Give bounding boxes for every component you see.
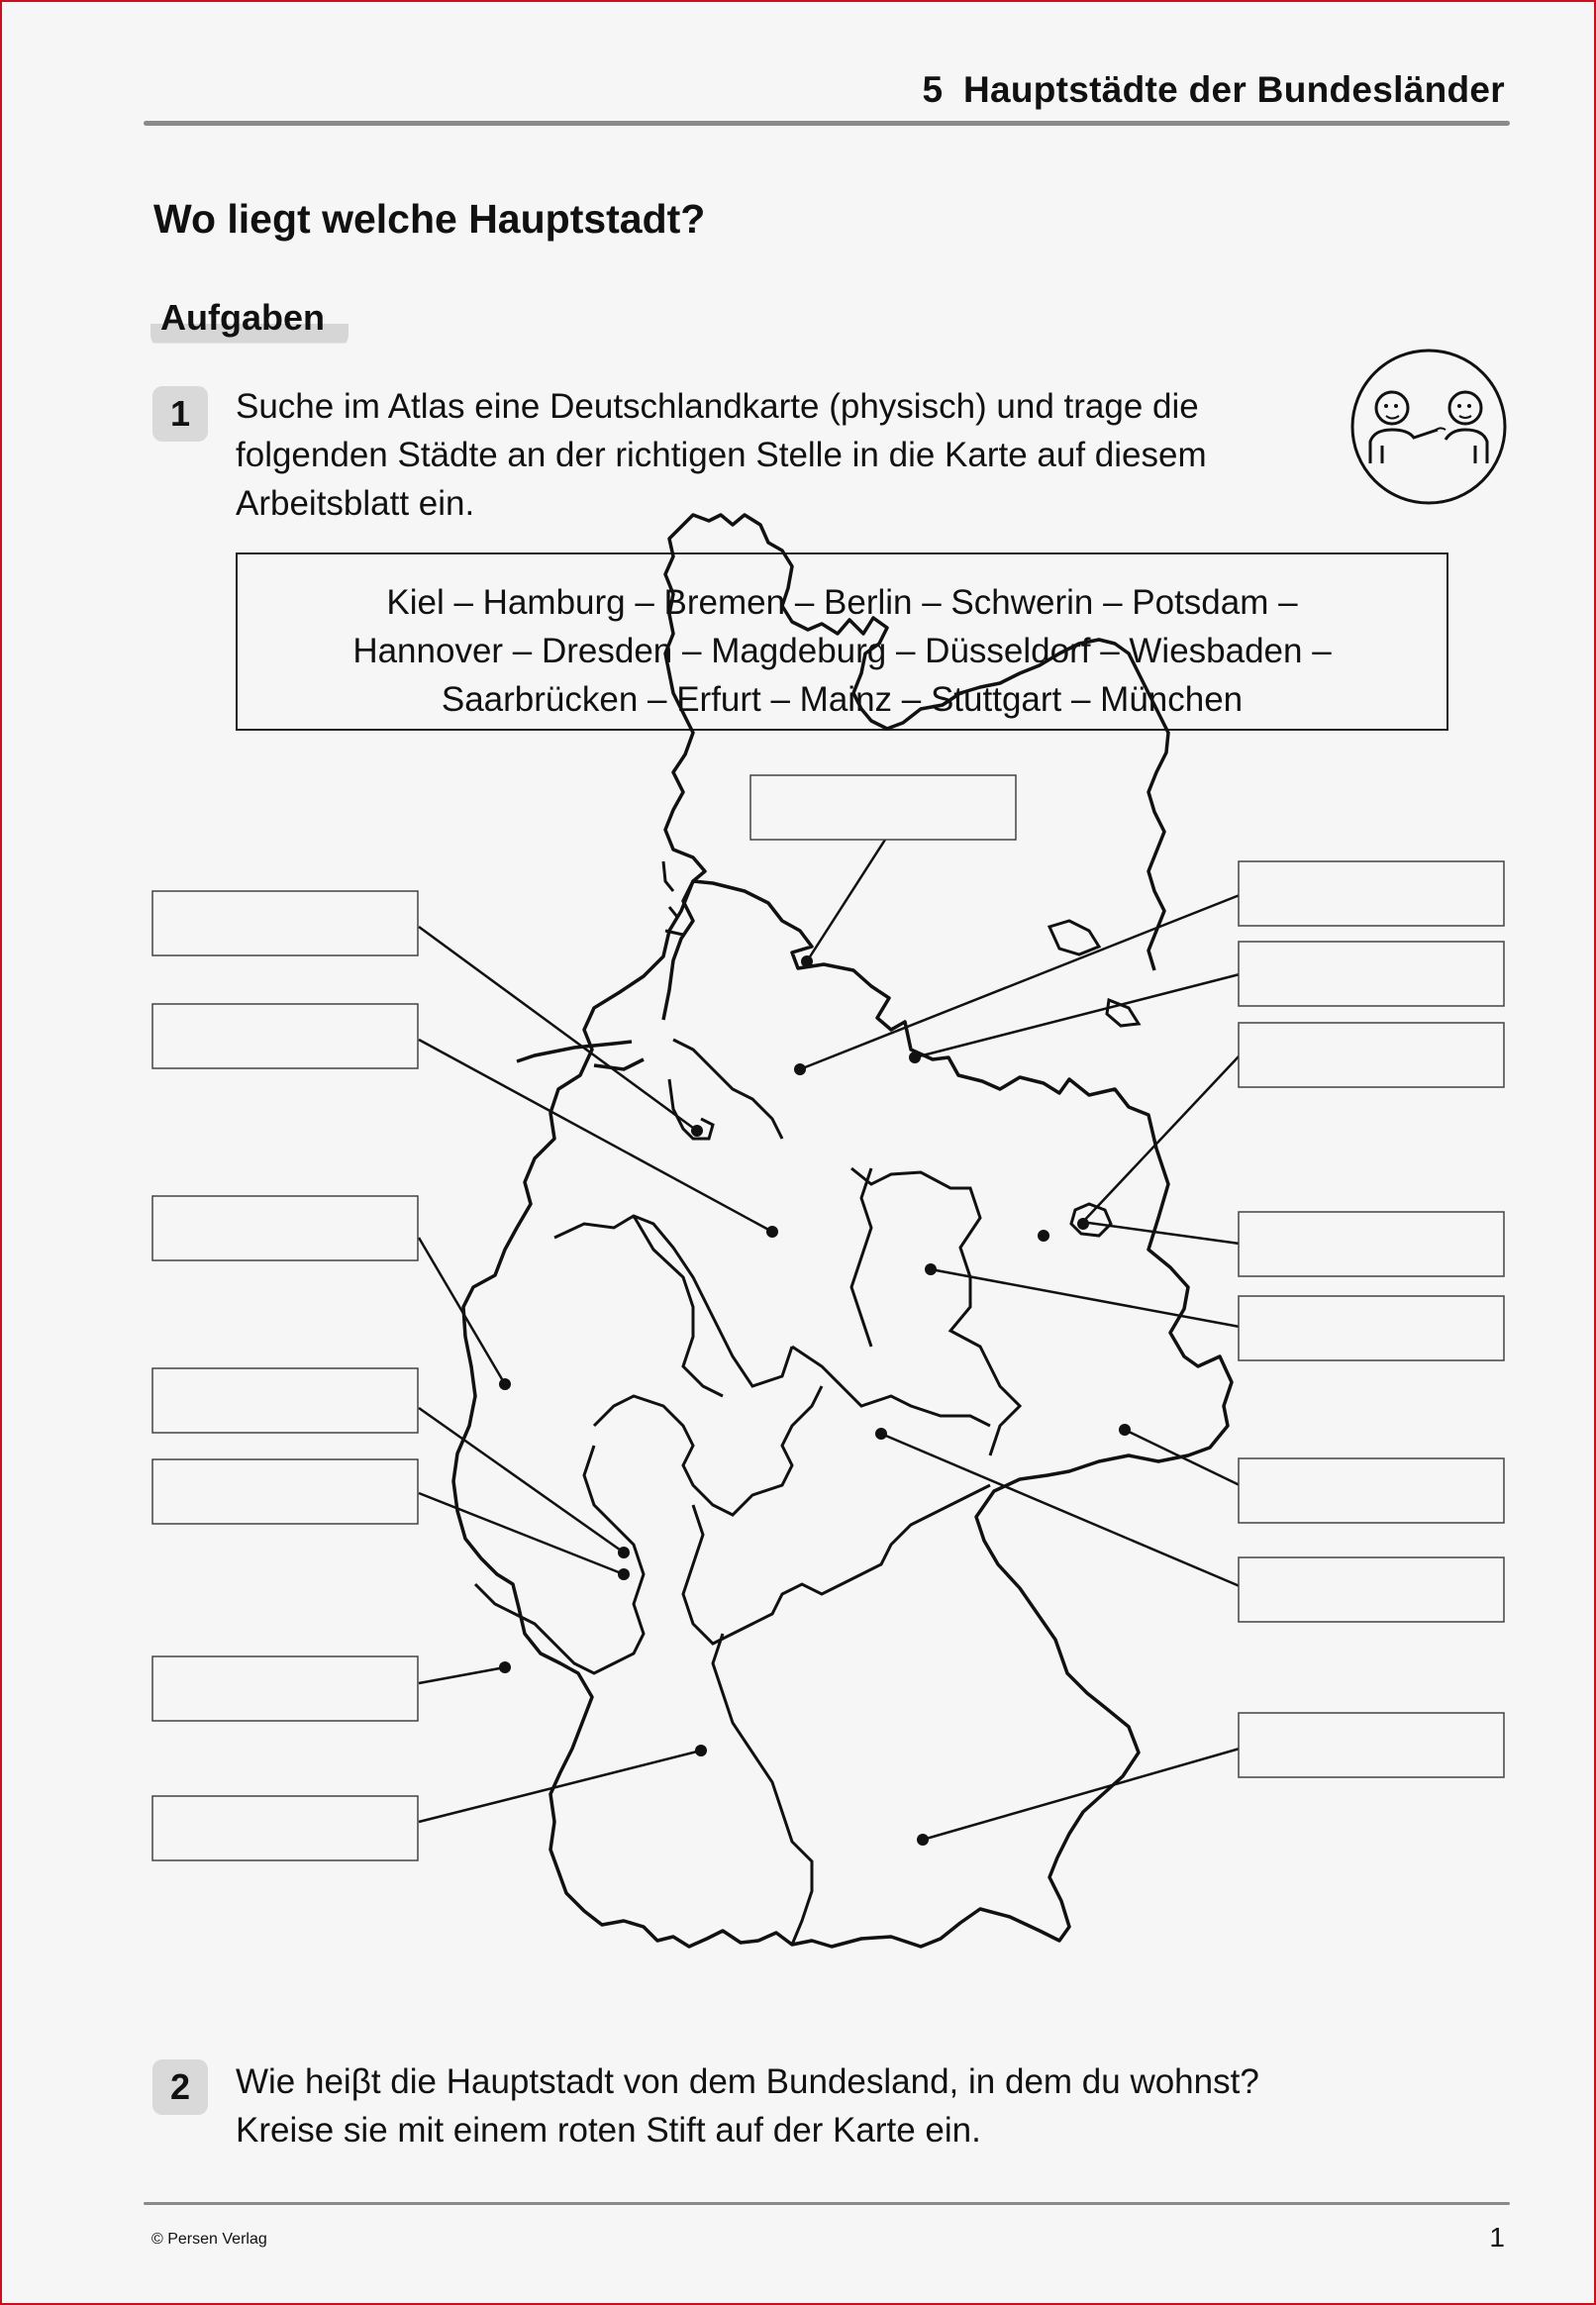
answer-field-right-4[interactable] [1239, 1212, 1504, 1276]
task-1-line: Arbeitsblatt ein. [236, 484, 475, 523]
germany-outline [453, 881, 1232, 1947]
task-1-line: Suche im Atlas eine Deutschlandkarte (physisch) und trage die [236, 387, 1199, 426]
task-2-line: Wie heiβt die Hauptstadt von dem Bundesland, in dem du wohnst? [236, 2062, 1259, 2101]
answer-field-left-6[interactable] [152, 1656, 418, 1721]
answer-field-schwerin[interactable] [1239, 861, 1504, 926]
answer-field-left-7[interactable] [152, 1796, 418, 1860]
footer-rule [144, 2202, 1510, 2205]
task-2-text [236, 2057, 1259, 2155]
answer-field-right-6[interactable] [1239, 1458, 1504, 1523]
northern-coast [663, 515, 1168, 1020]
city-list-line: Saarbrücken – Erfurt – Mainz – Stuttgart – München [441, 680, 1244, 719]
task-2-number: 2 [152, 2059, 208, 2115]
answer-field-left-3[interactable] [152, 1196, 418, 1260]
answer-boxes [152, 775, 1504, 1860]
answer-field-left-1[interactable] [152, 891, 418, 955]
answer-field-kiel[interactable] [750, 775, 1016, 840]
chapter-number: 5 [922, 69, 944, 110]
task-1-number: 1 [152, 386, 208, 442]
leader-lines [419, 840, 1240, 1840]
task-1-line: folgenden Städte an der richtigen Stelle in die Karte auf diesem [236, 436, 1207, 474]
task-2-line: Kreise sie mit einem roten Stift auf der Karte ein. [236, 2111, 981, 2150]
page-number: 1 [1489, 2222, 1505, 2253]
section-label: Aufgaben [150, 293, 349, 349]
baltic-islands [1049, 921, 1139, 1026]
city-list-line: Kiel – Hamburg – Bremen – Berlin – Schwerin – Potsdam – [386, 583, 1298, 622]
answer-field-left-5[interactable] [152, 1459, 418, 1524]
answer-field-left-4[interactable] [152, 1368, 418, 1433]
state-borders [475, 1168, 1020, 1945]
page-title: Wo liegt welche Hauptstadt? [153, 196, 706, 242]
chapter-title: Hauptstädte der Bundesländer [962, 69, 1505, 110]
weser-estuary [669, 1079, 713, 1139]
answer-field-right-2[interactable] [1239, 942, 1504, 1006]
berlin-boundary [1071, 1204, 1111, 1236]
answer-field-right-7[interactable] [1239, 1557, 1504, 1622]
publisher-credit: © Persen Verlag [151, 2231, 267, 2248]
answer-field-right-8[interactable] [1239, 1713, 1504, 1777]
answer-field-left-2[interactable] [152, 1004, 418, 1068]
city-list-line: Hannover – Dresden – Magdeburg – Düsseldorf – Wiesbaden – [352, 632, 1332, 670]
answer-field-right-3[interactable] [1239, 1023, 1504, 1087]
answer-field-right-5[interactable] [1239, 1296, 1504, 1360]
